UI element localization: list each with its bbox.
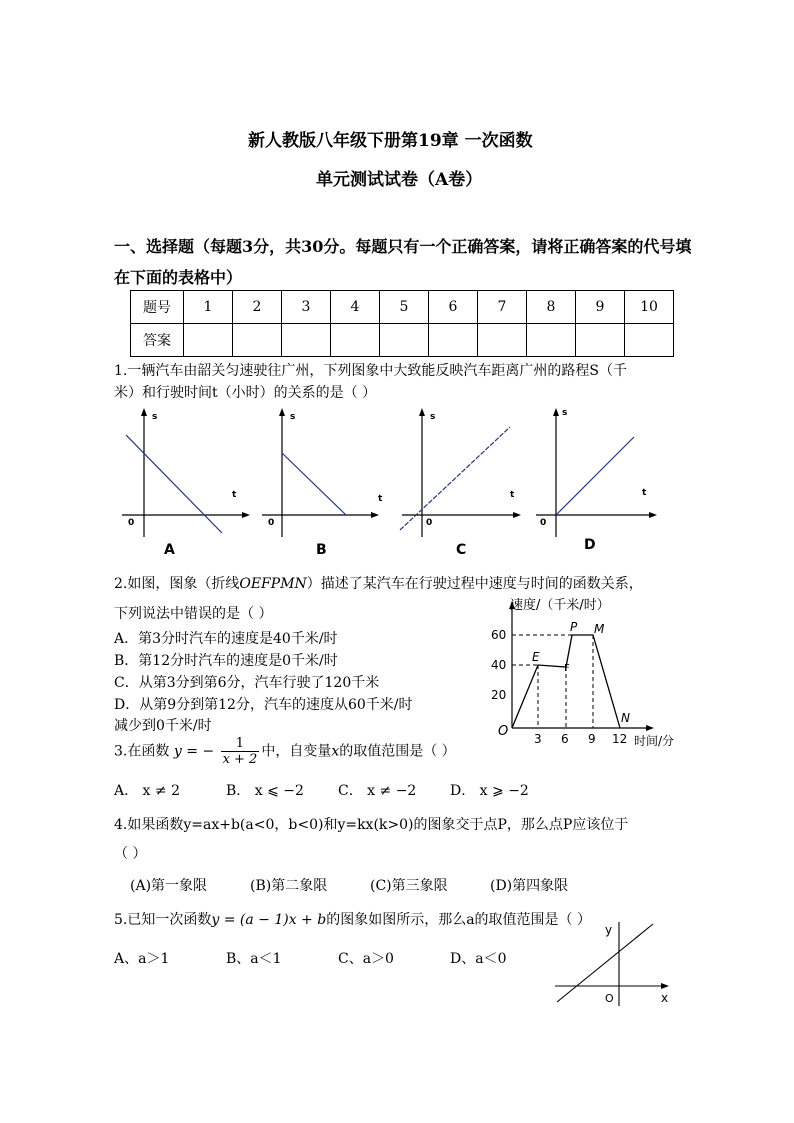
answer-cell-8[interactable] [527,324,576,357]
q4-text-cont: （ ） [114,846,147,862]
section-heading: 一、选择题（每题3分，共30分。每题只有一个正确答案，请将正确答案的代号填 [114,237,692,256]
answer-cell-7[interactable] [478,324,527,357]
q2-point-p: P [570,620,578,634]
table-head-label: 题号 [131,291,184,324]
graph-c-t-label: t [510,490,515,500]
q2-option-c: C．从第3分到第6分，汽车行驶了120千米 [114,675,380,691]
table-number-cell: 5 [380,291,429,324]
table-number-cell: 1 [184,291,233,324]
graph-d-label: D [584,537,596,553]
table-number-cell: 2 [233,291,282,324]
table-number-cell: 7 [478,291,527,324]
answer-cell-2[interactable] [233,324,282,357]
q2-graph-ytick-20: 20 [491,688,507,702]
table-number-cell: 10 [625,291,674,324]
q5-text-post: 的图象如图所示，那么a的取值范围是（ ） [326,912,591,928]
q3-text-mid: 中，自变量 [261,743,332,760]
page-title: 新人教版八年级下册第19章 一次函数 [248,131,533,151]
answer-cell-3[interactable] [282,324,331,357]
graph-a-label: A [164,542,175,558]
q3-text-pre: 3.在函数 [114,743,170,760]
graph-c-origin: 0 [426,518,433,528]
graph-a-origin: 0 [128,518,135,528]
q5-text-pre: 5.已知一次函数 [114,912,212,928]
q2-graph-ylabel: 速度/（千米/时） [510,598,610,613]
q5-graph-y-label: y [605,923,613,937]
graph-c-label: C [456,542,467,558]
q2-point-e: E [532,650,540,664]
table-row-numbers [131,291,674,324]
table-number-cell: 3 [282,291,331,324]
q5-option-a: A、a＞1 [114,951,170,967]
table-number-cell: 6 [429,291,478,324]
table-number-cell: 9 [576,291,625,324]
page-subtitle: 单元测试试卷（A卷） [316,170,483,190]
q2-graph-xlabel: 时间/分 [634,734,675,748]
q4-option-b: (B)第二象限 [250,878,328,894]
q3-y-var: y [173,743,182,760]
answer-cell-4[interactable] [331,324,380,357]
q2-point-o: O [498,724,509,739]
q3-text [114,736,456,767]
q2-option-d-cont: 减少到0千米/时 [114,718,212,734]
q5-text [114,909,591,929]
answer-table [130,290,674,357]
answer-cell-1[interactable] [184,324,233,357]
q3-x-var: x [331,743,340,760]
graph-a-s-label: s [152,412,158,422]
graph-b-t-label: t [378,494,383,504]
q2-graph-xtick-9: 9 [588,732,596,746]
graph-c-s-label: s [430,412,436,422]
q3-option-d: D． x ⩾ −2 [450,783,529,799]
q5-option-b: B、a＜1 [226,951,282,967]
q2-option-b: B．第12分时汽车的速度是0千米/时 [114,653,338,669]
q2-text-cont: 下列说法中错误的是（ ） [114,606,273,622]
q3-fraction-den: x + 2 [222,752,258,767]
q3-fraction [221,736,260,767]
q5-formula: y = (a − 1)x + b [211,912,327,928]
q1-graph-a [112,405,252,558]
q5-option-d: D、a＜0 [450,951,507,967]
table-row-answers [131,324,674,357]
q4-option-a: (A)第一象限 [130,878,208,894]
q4-option-d: (D)第四象限 [490,878,569,894]
q3-equals: = − [186,743,215,760]
answer-cell-9[interactable] [576,324,625,357]
q2-option-a: A．第3分时汽车的速度是40千米/时 [114,631,338,647]
q5-graph-x-label: x [661,991,669,1005]
q1-text-cont: 米）和行驶时间t（小时）的关系的是（ ） [114,385,377,401]
q2-text [114,573,643,593]
q3-option-c: C． x ≠ −2 [338,783,417,799]
answer-cell-10[interactable] [625,324,674,357]
q4-text: 4.如果函数y=ax+b(a<0，b<0)和y=kx(k>0)的图象交于点P，那么点P应该位于 [114,817,629,833]
graph-d-origin: 0 [540,518,547,528]
q2-graph-xtick-3: 3 [534,732,542,746]
table-number-cell: 8 [527,291,576,324]
graph-b-origin: 0 [268,518,275,528]
q2-graph-xtick-12: 12 [612,732,628,746]
q2-graph-ytick-40: 40 [491,658,507,672]
graph-b-s-label: s [290,412,296,422]
q1-graph-d [532,405,672,555]
q2-graph-ytick-60: 60 [491,628,507,642]
q5-graph-origin: O [605,992,614,1005]
q5-option-c: C、a＞0 [338,951,394,967]
q2-option-d: D．从第9分到第12分，汽车的速度从60千米/时 [114,697,413,713]
q1-text: 1.一辆汽车由韶关匀速驶往广州，下列图象中大致能反映汽车距离广州的路程S（千 [114,363,627,379]
q4-option-c: (C)第三象限 [370,878,448,894]
answer-cell-5[interactable] [380,324,429,357]
table-answer-label: 答案 [131,324,184,357]
q2-speed-time-graph [490,595,690,755]
q3-fraction-num: 1 [221,736,260,752]
q1-graph-b [258,405,398,558]
q2-graph-xtick-6: 6 [561,732,569,746]
q2-point-m: M [594,622,605,636]
answer-cell-6[interactable] [429,324,478,357]
q2-point-n: N [621,711,630,725]
table-number-cell: 4 [331,291,380,324]
q2-text-post: ）描述了某汽车在行驶过程中速度与时间的函数关系， [306,576,643,592]
graph-b-label: B [316,542,327,558]
graph-a-t-label: t [232,490,237,500]
q2-point-f: F [564,663,570,674]
q3-text-post: 的取值范围是（ ） [339,743,456,760]
q5-line-graph [555,918,675,1008]
q3-option-a: A． x ≠ 2 [114,783,180,799]
graph-d-t-label: t [642,488,647,498]
q2-polyline-name: OEFPMN [239,576,307,592]
section-heading-cont: 在下面的表格中） [114,268,243,287]
graph-d-s-label: s [562,408,568,418]
q2-text-pre: 2.如图，图象（折线 [114,576,240,592]
q3-option-b: B． x ⩽ −2 [226,783,304,799]
q1-graph-c [398,405,538,558]
